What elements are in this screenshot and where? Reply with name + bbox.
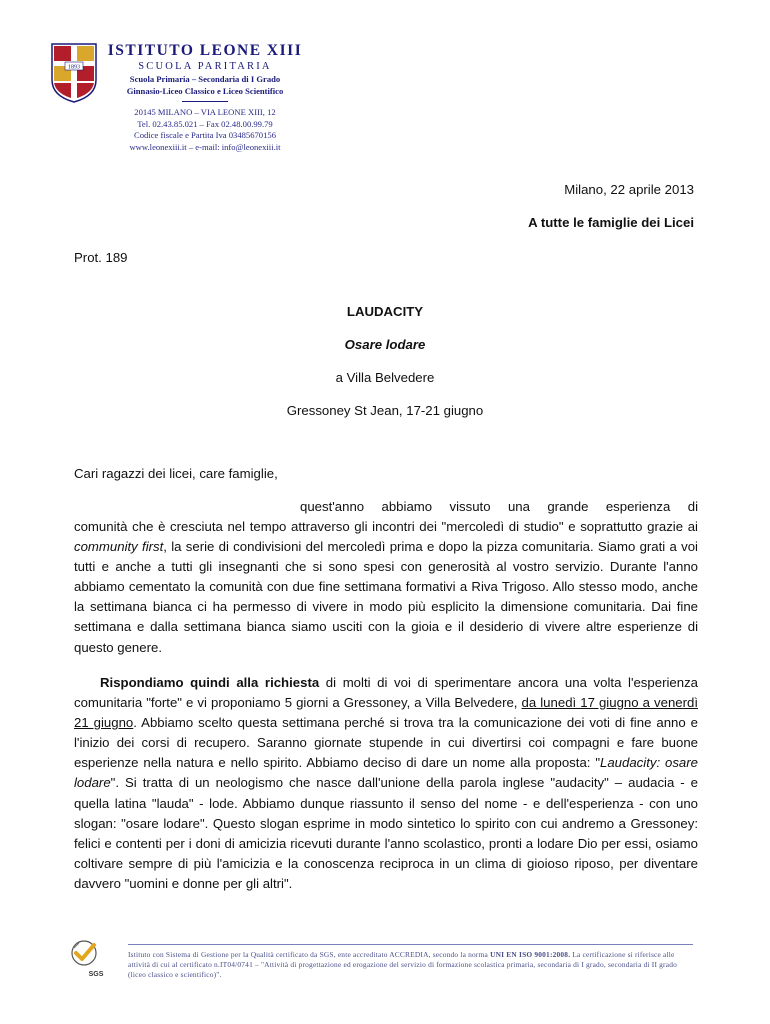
footer-certification-note <box>128 950 693 980</box>
school-type: SCUOLA PARITARIA <box>138 61 272 72</box>
letterhead <box>105 42 305 153</box>
school-address: 20145 MILANO – VIA LEONE XIII, 12 <box>134 107 276 117</box>
paragraph-1-text-a: comunità che è cresciuta nel tempo attraverso gli incontri dei "mercoledì di studio" e soprattutto grazie ai <box>74 519 698 534</box>
school-web-email: www.leonexiii.it – e-mail: info@leonexiii.it <box>129 141 281 152</box>
event-subtitle: Osare lodare <box>344 337 426 352</box>
event-venue: a Villa Belvedere <box>335 370 435 385</box>
letter-recipient: A tutte le famiglie dei Licei <box>528 215 694 230</box>
paragraph-2-lead: Rispondiamo quindi alla richiesta <box>100 675 320 690</box>
paragraph-1 <box>74 517 698 658</box>
school-levels-line2: Ginnasio-Liceo Classico e Liceo Scientifico <box>126 85 284 96</box>
school-tax-code: Codice fiscale e Partita Iva 03485670156 <box>134 130 276 140</box>
school-levels-line1: Scuola Primaria – Secondaria di I Grado <box>129 74 281 84</box>
school-name: ISTITUTO LEONE XIII <box>107 42 303 59</box>
footer-text-b: La certificazione si riferisce alle attività di cui al certificato n.IT04/0741 – "Attività di progettazione ed erogazione del servizio di formazione scolastica primaria, secondaria di I grado, secondaria di II grado (liceo classico e scientifico)". <box>128 950 677 979</box>
footer-norm: UNI EN ISO 9001:2008. <box>490 950 571 959</box>
paragraph-2 <box>74 673 698 894</box>
school-crest-logo <box>50 42 98 104</box>
crest-year-text: 1893 <box>68 64 80 71</box>
salutation: Cari ragazzi dei licei, care famiglie, <box>74 466 278 481</box>
protocol-number: Prot. 189 <box>74 250 128 265</box>
event-title: LAUDACITY <box>346 304 424 319</box>
letterhead-divider <box>182 101 228 102</box>
school-phone: Tel. 02.43.85.021 – Fax 02.48.00.99.79 <box>137 118 273 129</box>
paragraph-2-text-c: ". Si tratta di un neologismo che nasce dall'unione della parola inglese "audacity" – audacia - e quella latina "lauda" - lode. Abbiamo dunque riassunto il senso del nome - e dell'esperienza - con uno slogan: "osare lodare". Questo slogan esprime in modo sintetico lo spirito con cui andremo a Gressoney: felici e contenti per i doni di amicizia ricevuti durante l'anno scolastico, pronti a lodare Dio per essi, osiamo coltivare sempre di più l'amicizia e la conoscenza reciproca in un clima di gioioso riposo, per diventare davvero "uomini e donne per gli altri". <box>74 775 698 891</box>
event-dates-underlined: da lunedì 17 giugno a venerdì 21 giugno <box>74 695 698 731</box>
paragraph-2-text-a: di molti di voi di sperimentare ancora una volta l'esperienza comunitaria "forte" e vi proponiamo 5 giorni a Gressoney, a Villa Belvedere, <box>74 675 698 711</box>
letter-date: Milano, 22 aprile 2013 <box>564 182 694 197</box>
sgs-certification-logo <box>66 936 110 980</box>
paragraph-1-first-line: quest'anno abbiamo vissuto una grande esperienza di <box>300 499 698 514</box>
event-name-italic: Laudacity: osare lodare <box>74 755 698 791</box>
event-location-dates: Gressoney St Jean, 17-21 giugno <box>286 403 484 418</box>
sgs-logo-text: SGS <box>88 971 104 978</box>
paragraph-1-text-b: , la serie di condivisioni del mercoledì prima e dopo la pizza comunitaria. Siamo grati a voi tutti e anche a tutti gli insegnanti che si sono spesi con generosità al vostro servizio. Durante l'anno abbiamo cementato la comunità con due fine settimana formativi a Riva Trigoso. Allo stesso modo, anche la settimana bianca ci ha permesso di vivere in modo più esplicito la dimensione comunitaria. Dai fine settimana e dalla settimana bianca siamo usciti con la gioia e il desiderio di vivere altre esperienze di questo genere. <box>74 539 698 655</box>
footer-text-a: Istituto con Sistema di Gestione per la Qualità certificato da SGS, ente accreditato ACCREDIA, secondo la norma <box>128 950 491 959</box>
paragraph-2-text-b: . Abbiamo scelto questa settimana perché si trova tra la comunicazione dei voti di fine anno e l'inizio dei corsi di recupero. Saranno giornate stupende in cui divertirsi coi compagni e fare buone esperienze nella natura e nello spirito. Abbiamo deciso di dare un nome alla proposta: " <box>74 715 698 771</box>
footer-divider <box>128 944 693 945</box>
community-first-term: community first <box>74 539 164 555</box>
